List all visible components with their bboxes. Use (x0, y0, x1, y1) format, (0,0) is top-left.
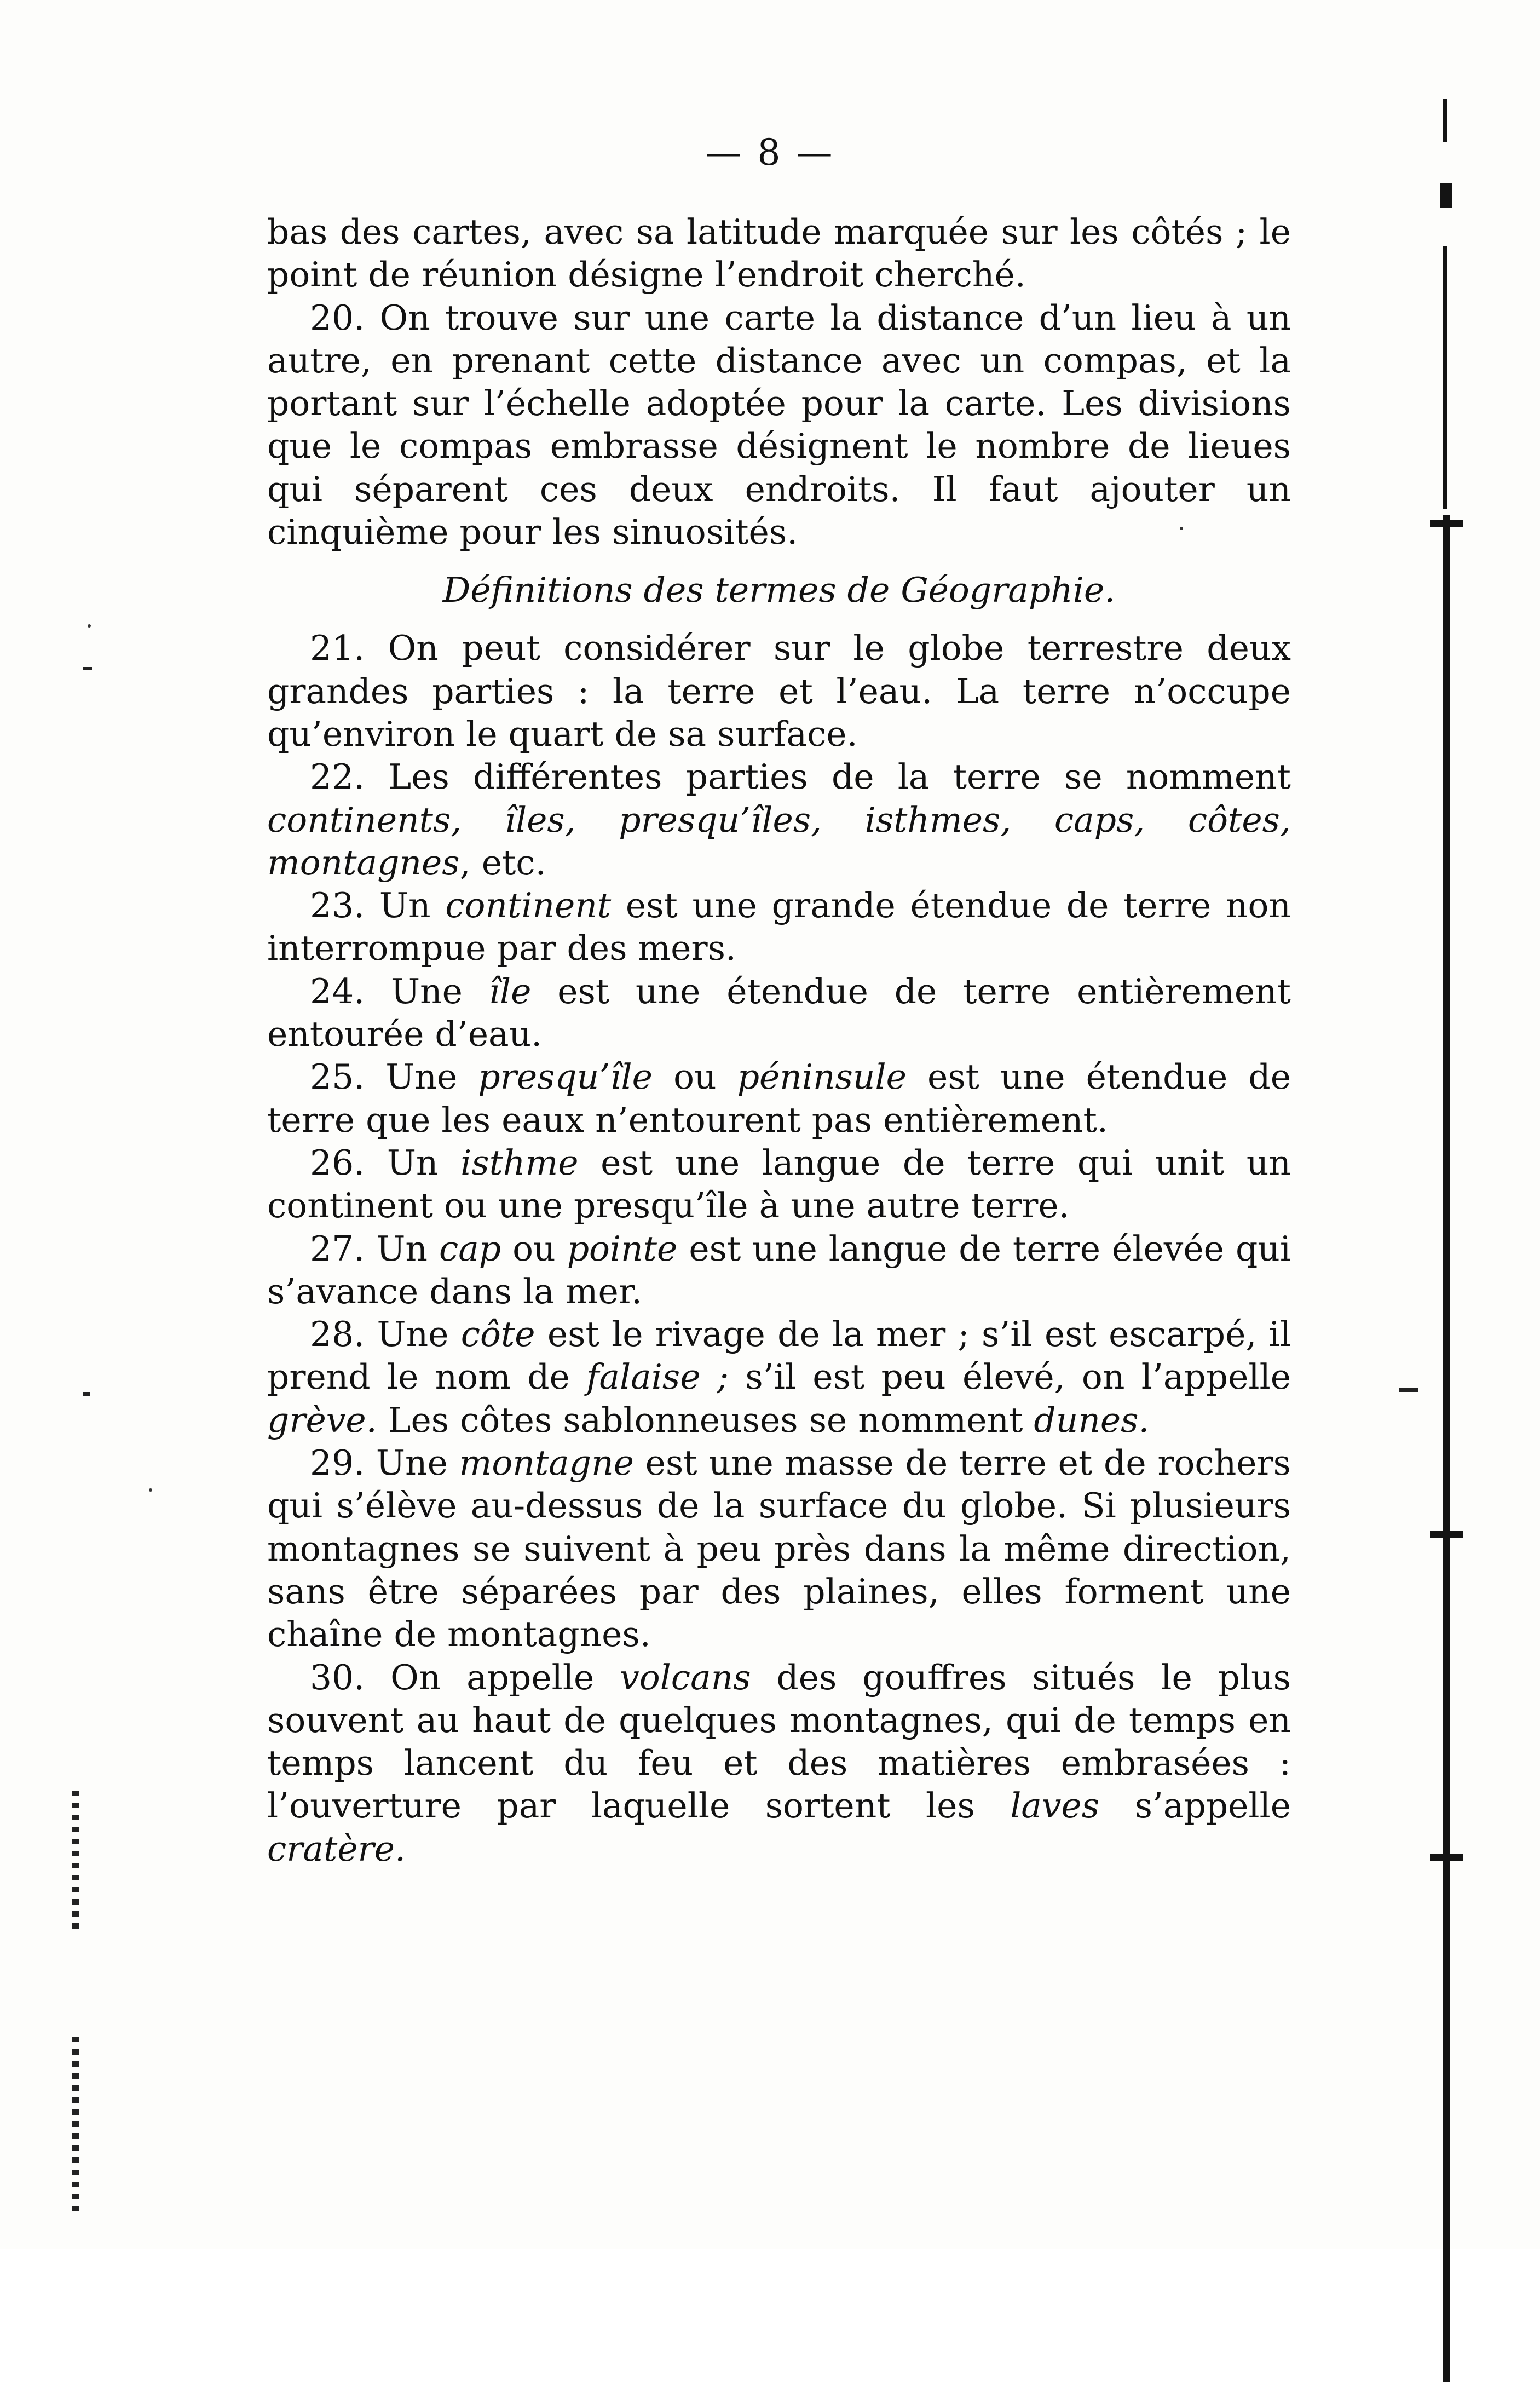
text-run: 24. Une (310, 971, 489, 1011)
text-run: est une étendue de terre entièrement entourée d’eau. (267, 971, 1291, 1055)
text-run: bas des cartes, avec sa latitude marquée sur les côtés ; le point de réunion désigne l’endroit cherché. (267, 212, 1291, 295)
paragraph-p24 (267, 970, 1291, 1056)
speck (149, 1488, 152, 1492)
text-run: 22. Les différentes parties de la terre se nomment (310, 757, 1291, 797)
text-run: 27. Un (310, 1228, 439, 1269)
italic-term: cap (439, 1228, 501, 1269)
italic-term: volcans (620, 1657, 751, 1698)
text-run: est le rivage de la mer ; s’il est escarpé, il prend le nom de (267, 1314, 1291, 1397)
text-run: est une langue de terre élevée qui s’avance dans la mer. (267, 1228, 1291, 1311)
italic-term: côte (460, 1314, 535, 1355)
speck (88, 624, 91, 628)
text-run: s’il est peu élevé, on l’appelle (729, 1357, 1291, 1397)
margin-dash (83, 1392, 90, 1396)
text-run: 20. On trouve sur une carte la distance d’un lieu à un autre, en prenant cette distance avec un compas, et la portant sur l’échelle adoptée pour la carte. Les divisions que le compas embrasse désignent le nombre de lieues qui séparent ces deux endroits. Il faut ajouter un cinquième pour les sinuosités. (267, 297, 1291, 553)
page-number: — 8 — (705, 131, 835, 174)
binding-tick (1430, 1531, 1463, 1538)
text-run: 28. Une (310, 1314, 461, 1355)
paragraph-p30 (267, 1656, 1291, 1871)
text-run: est une masse de terre et de rochers qui s’élève au-dessus de la surface du globe. Si plusieurs montagnes se suivent à peu près dans la même direction, sans être séparées par des plaines, elles forment une chaîne de montagnes. (267, 1443, 1291, 1655)
binding-rule-top (1440, 183, 1452, 208)
text-run: est une grande étendue de terre non interrompue par des mers. (267, 885, 1291, 969)
italic-term: presqu’île (478, 1057, 653, 1097)
text-run: 29. Une (310, 1443, 459, 1483)
text-run: des gouffres situés le plus souvent au haut de quelques montagnes, qui de temps en temps lancent du feu et des matières embrasées : l’ouverture par laquelle sortent les (267, 1657, 1291, 1826)
paragraph-p19-end (267, 211, 1291, 297)
left-edge-marks (72, 1791, 79, 1933)
paragraph-p22 (267, 756, 1291, 884)
paragraph-p23 (267, 884, 1291, 970)
body-text (267, 211, 1291, 1871)
italic-term: dunes. (1034, 1400, 1150, 1440)
paragraph-p28 (267, 1313, 1291, 1442)
text-run: 23. Un (310, 885, 446, 926)
paragraph-p20 (267, 297, 1291, 554)
italic-term: montagne (459, 1443, 634, 1483)
italic-term: laves (1010, 1786, 1100, 1826)
italic-term: pointe (567, 1228, 678, 1269)
margin-dash (83, 667, 92, 670)
italic-term: cratère. (267, 1828, 406, 1869)
italic-term: falaise ; (586, 1357, 729, 1397)
margin-dash (1399, 1388, 1418, 1392)
paragraph-p26 (267, 1142, 1291, 1228)
section-title: Définitions des termes de Géographie. (442, 570, 1116, 611)
speck (1180, 527, 1183, 530)
binding-tick (1430, 1854, 1463, 1861)
text-run: 30. On appelle (310, 1657, 620, 1698)
paragraph-p29 (267, 1442, 1291, 1656)
text-run: est une étendue de terre que les eaux n’entourent pas entièrement. (267, 1057, 1291, 1140)
text-run: Les côtes sablonneuses se nomment (377, 1400, 1034, 1440)
text-run: ou (652, 1057, 737, 1097)
binding-tick (1430, 520, 1463, 527)
text-run: 21. On peut considérer sur le globe terrestre deux grandes parties : la terre et l’eau. La terre n’occupe qu’environ le quart de sa surface. (267, 628, 1291, 754)
text-run: , etc. (459, 842, 546, 883)
text-run: ou (501, 1228, 567, 1269)
binding-rule (1443, 515, 1450, 2382)
italic-term: péninsule (737, 1057, 907, 1097)
paragraph-p27 (267, 1228, 1291, 1314)
text-run: 25. Une (310, 1057, 478, 1097)
binding-rule-upper (1443, 246, 1447, 509)
text-run: 26. Un (310, 1142, 461, 1183)
paragraph-group-top (267, 211, 1291, 554)
text-run: est une langue de terre qui unit un continent ou une presqu’île à une autre terre. (267, 1142, 1291, 1226)
italic-term: grève. (267, 1400, 377, 1440)
italic-term: continents, îles, presqu’îles, isthmes, caps, côtes, montagnes (267, 799, 1291, 883)
binding-rule-top (1443, 99, 1447, 142)
left-edge-marks (72, 2037, 79, 2212)
paragraph-group-definitions (267, 627, 1291, 1871)
paragraph-p21 (267, 627, 1291, 756)
italic-term: continent (445, 885, 612, 926)
text-run: s’appelle (1099, 1786, 1291, 1826)
paragraph-p25 (267, 1056, 1291, 1142)
italic-term: isthme (460, 1142, 579, 1183)
italic-term: île (488, 971, 532, 1011)
